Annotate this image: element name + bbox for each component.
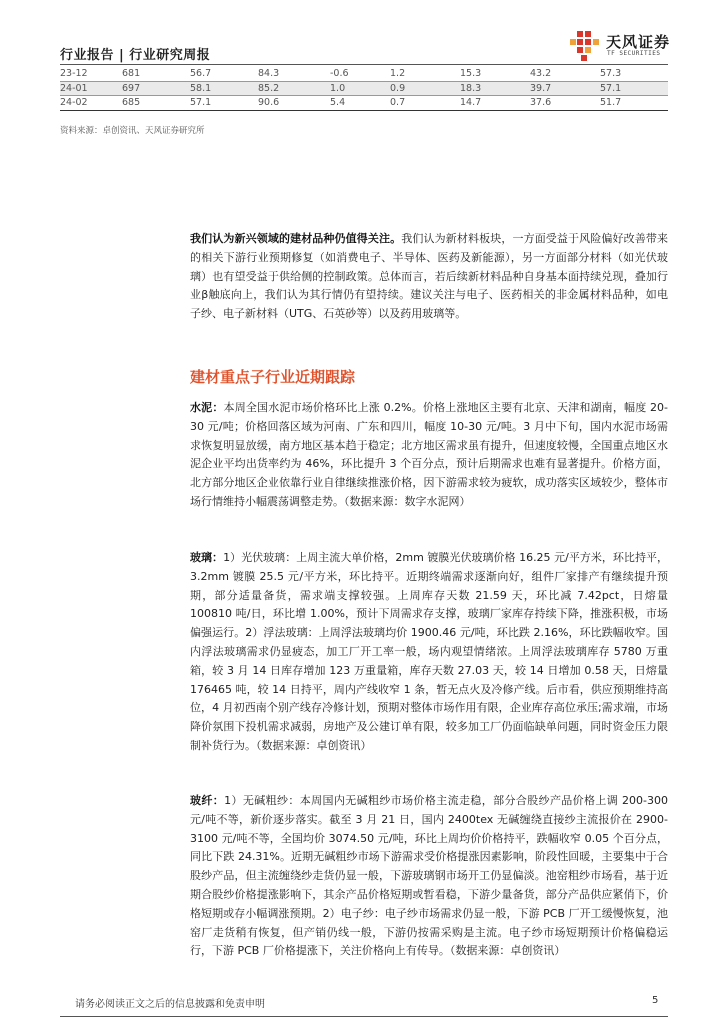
page-header bbox=[0, 0, 724, 70]
table-cell: 43.2 bbox=[530, 68, 552, 80]
paragraph-lead: 玻纤： bbox=[190, 794, 225, 807]
table-row bbox=[60, 81, 668, 96]
paragraph-body: 1）无碱粗纱：本周国内无碱粗纱市场价格主流走稳，部分合股纱产品价格上调 200-300 元/吨不等，新价逐步落实。截至 3 月 21 日，国内 2400tex 无碱缠绕直接纱主流报价在 2900-3100 元/吨不等，全国均价 3074.50 元/吨，环比上周均价价格持平，跌幅收窄 0.05 个百分点，同比下跌 24.31%。近期无碱粗纱市场下游需求受价格提涨因素影响，阶段性回暖，主要集中于合股纱产品，但主流缠绕纱走货仍显一般，下游玻璃钢市场开工仍显偏淡。池窑粗纱市场看，基于近期合股纱价格提涨影响下，其余产品价格短期或暂看稳，下游少量备货，部分产品供应紧俏下，价格短期或存小幅调涨预期。2）电子纱：电子纱市场需求仍显一般，下游 PCB 厂开工缓慢恢复，池窑厂走货稍有恢复，但产销仍线一般，下游仍按需采购是主流。电子纱市场短期预计价格偏稳运行，下游 PCB 厂价格提涨下，关注价格向上有传导。（数据来源：卓创资讯） bbox=[190, 794, 669, 958]
table-cell: 0.9 bbox=[390, 82, 406, 94]
table-cell: -0.6 bbox=[330, 68, 349, 80]
table-cell: 18.3 bbox=[460, 82, 482, 94]
paragraph-body: 1）光伏玻璃：上周主流大单价格，2mm 镀膜光伏玻璃价格 16.25 元/平方米，环比持平，3.2mm 镀膜 25.5 元/平方米，环比持平。近期终端需求逐渐向好，组件厂家排产有继续提升预期，部分适量备货，需求端支撑较强。上周库存天数 21.59 天，环比减 7.42pct，日熔量 100810 吨/日，环比增 1.00%，预计下周需求存支撑，玻璃厂家库存持续下降，推涨积极，市场偏强运行。2）浮法玻璃：上周浮法玻璃均价 1900.46 元/吨，环比跌 2.16%，环比跌幅收窄。国内浮法玻璃需求仍显疲态，加工厂开工率一般，场内观望情绪浓。上周浮法玻璃库存 5780 万重箱，较 3 月 14 日库存增加 123 万重量箱，库存天数 27.03 天，较 14 日增加 0.58 天，日熔量 176465 吨，较 14 日持平，周内产线收窄 1 条，暂无点火及冷修产线。后市看，供应预期维持高位，4 月初西南个别产线存冷修计划，预期对整体市场作用有限，企业库存高位承压;需求端，市场降价氛围下投机需求减弱，房地产及公建订单有限，较多加工厂仍面临缺单问题，同时资金压力限制补货行为。（数据来源：卓创资讯） bbox=[190, 551, 668, 752]
table-cell: 14.7 bbox=[460, 97, 482, 109]
table-cell: 685 bbox=[122, 97, 141, 109]
tf-securities-logo bbox=[566, 29, 676, 63]
table-cell: 681 bbox=[122, 68, 141, 80]
source-note: 资料来源：卓创资讯、天风证券研究所 bbox=[60, 126, 205, 136]
table-cell: 85.2 bbox=[258, 82, 280, 94]
paragraph-body: 本周全国水泥市场价格环比上涨 0.2%。价格上涨地区主要有北京、天津和湖南，幅度 20-30 元/吨；价格回落区域为河南、广东和四川，幅度 10-30 元/吨。3 月中下旬，国内水泥市场需求恢复明显放缓，南方地区基本趋于稳定；北方地区需求虽有提升，但速度较慢，全国重点地区水泥企业平均出货率约为 46%，环比提升 3 个百分点，预计后期需求也难有显著提升。价格方面，北方部分地区企业依靠行业自律继续推涨价格，因下游需求较为疲软，成功落实区域较少，整体市场行情维持小幅震荡调整走势。（数据来源：数字水泥网） bbox=[190, 401, 669, 508]
paragraph-lead: 我们认为新兴领域的建材品种仍值得关注。 bbox=[190, 232, 402, 245]
paragraph-lead: 玻璃： bbox=[190, 551, 224, 564]
table-cell: 57.1 bbox=[190, 97, 212, 109]
data-table bbox=[60, 67, 668, 111]
table-cell: 697 bbox=[122, 82, 141, 94]
table-cell: 57.3 bbox=[600, 68, 622, 80]
table-cell: 39.7 bbox=[530, 82, 552, 94]
report-tag: 行业报告 | 行业研究周报 bbox=[60, 48, 211, 63]
table-cell: 90.6 bbox=[258, 97, 280, 109]
table-cell: 56.7 bbox=[190, 68, 212, 80]
table-row bbox=[60, 96, 668, 111]
section-title: 建材重点子行业近期跟踪 bbox=[190, 368, 356, 386]
footer-disclaimer: 请务必阅读正文之后的信息披露和免责申明 bbox=[75, 999, 265, 1010]
page-number: 5 bbox=[652, 995, 659, 1006]
table-cell: 1.0 bbox=[330, 82, 346, 94]
table-cell: 1.2 bbox=[390, 68, 406, 80]
paragraph-glass bbox=[190, 549, 668, 756]
table-cell: 24-02 bbox=[60, 97, 88, 109]
paragraph-body: 我们认为新材料板块，一方面受益于风险偏好改善带来的相关下游行业预期修复（如消费电子、半导体、医药及新能源），另一方面部分材料（如光伏玻璃）也有望受益于供给侧的控制政策。总体而言，若后续新材料品种自身基本面持续兑现，叠加行业β触底向上，我们认为其行情仍有望持续。建议关注与电子、医药相关的非金属材料品种，如电子纱、电子新材料（UTG、石英砂等）以及药用玻璃等。 bbox=[190, 232, 669, 321]
table-cell: 51.7 bbox=[600, 97, 622, 109]
table-cell: 84.3 bbox=[258, 68, 280, 80]
table-cell: 15.3 bbox=[460, 68, 482, 80]
paragraph-fiberglass bbox=[190, 792, 668, 961]
table-cell: 5.4 bbox=[330, 97, 346, 109]
paragraph-new-materials bbox=[190, 230, 668, 324]
paragraph-cement bbox=[190, 399, 668, 512]
table-cell: 0.7 bbox=[390, 97, 406, 109]
table-cell: 58.1 bbox=[190, 82, 212, 94]
paragraph-lead: 水泥： bbox=[190, 401, 224, 414]
table-row bbox=[60, 67, 668, 81]
table-cell: 37.6 bbox=[530, 97, 552, 109]
logo-mark-icon bbox=[566, 29, 604, 63]
header-divider bbox=[60, 64, 668, 65]
table-cell: 57.1 bbox=[600, 82, 622, 94]
table-cell: 24-01 bbox=[60, 82, 88, 94]
logo-name-en: TF SECURITIES bbox=[607, 50, 661, 57]
footer-divider bbox=[60, 1016, 668, 1017]
logo-name-cn: 天风证券 bbox=[606, 33, 671, 51]
table-cell: 23-12 bbox=[60, 68, 88, 80]
